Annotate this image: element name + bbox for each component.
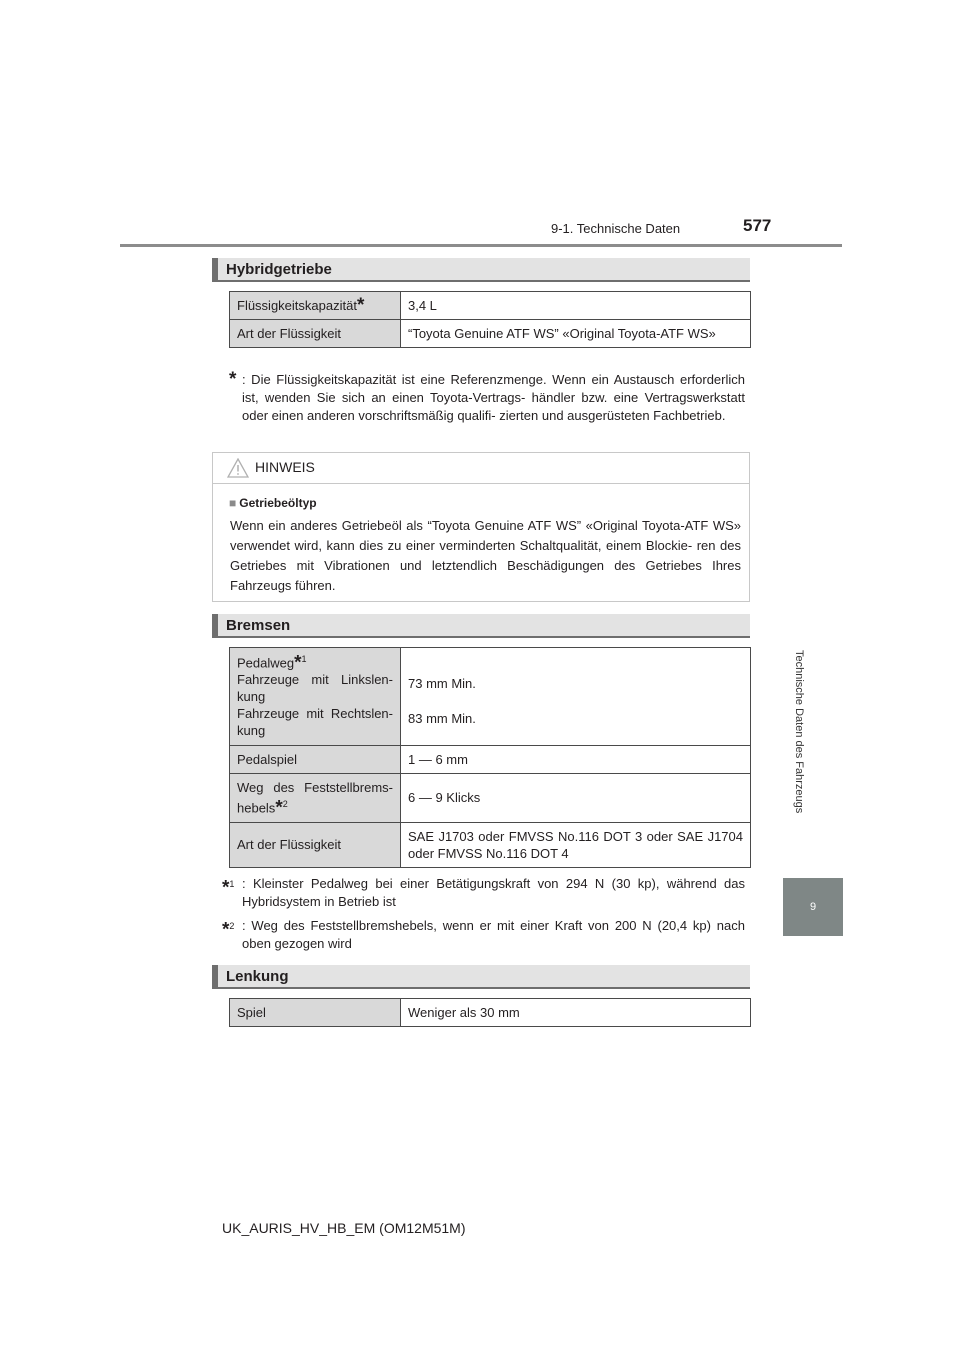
spec-value: SAE J1703 oder FMVSS No.116 DOT 3 oder SAE J1704 oder FMVSS No.116 DOT 4 — [401, 822, 751, 867]
notice-text: Wenn ein anderes Getriebeöl als “Toyota Genuine ATF WS” «Original Toyota-ATF WS» verwendet wird, kann dies zu einer verminderten Schaltqualität, einem Blockie- ren des Getriebes mit Vibrationen und letztendlich Beschädigungen des Getriebes Ihres Fahrzeugs führen. — [230, 518, 741, 593]
section-heading-hybrid: Hybridgetriebe — [212, 258, 750, 282]
header-section-title: 9-1. Technische Daten — [551, 221, 681, 236]
table-row — [230, 648, 751, 746]
chapter-tab[interactable] — [783, 878, 843, 936]
chapter-side-label: Technische Daten des Fahrzeugs — [793, 650, 805, 814]
hybrid-spec-table — [229, 291, 751, 348]
warning-triangle-icon — [227, 458, 249, 478]
pedal-travel-lhd-value: 73 mm Min. — [408, 675, 476, 691]
table-row — [230, 746, 751, 774]
footnote-marker: *$^2$ — [222, 919, 235, 941]
steering-spec-table — [229, 998, 751, 1027]
section-heading-steering: Lenkung — [212, 965, 750, 989]
section-heading-brakes: Bremsen — [212, 614, 750, 638]
page-number: 577 — [743, 216, 772, 235]
spec-key: Pedalweg*$^1$ Fahrzeuge mit Linkslen- kung Fahrzeuge mit Rechtslen- kung — [230, 648, 401, 746]
document-code: UK_AURIS_HV_HB_EM (OM12M51M) — [222, 1220, 466, 1236]
spec-value: 3,4 L — [401, 292, 751, 320]
notice-box — [212, 452, 750, 602]
spec-value: 1 — 6 mm — [401, 746, 751, 774]
spec-value — [401, 648, 751, 746]
spec-value: 6 — 9 Klicks — [401, 774, 751, 822]
spec-value: “Toyota Genuine ATF WS” «Original Toyota-ATF WS» — [401, 320, 751, 348]
brakes-spec-table — [229, 647, 751, 868]
notice-title: HINWEIS — [255, 459, 315, 475]
brakes-footnote-1: *$^1$ : Kleinster Pedalweg bei einer Betätigungskraft von 294 N (30 kp), während das Hybridsystem in Betrieb ist — [222, 876, 745, 909]
spec-key: Art der Flüssigkeit — [230, 822, 401, 867]
brakes-footnote-2: *$^2$ : Weg des Feststellbremshebels, wenn er mit einer Kraft von 200 N (20,4 kp) nach oben gezogen wird — [222, 918, 745, 951]
hybrid-footnote: * : Die Flüssigkeitskapazität ist eine Referenzmenge. Wenn ein Austausch erforderlich ist, wenden Sie sich an einen Toyota-Vertrags- händler bzw. eine Vertragswerkstatt oder einen anderen vorschriftsmäßig qualifi- zierten und ausgerüsteten Fachbetrieb. — [229, 369, 745, 423]
square-bullet-icon: ■ — [229, 496, 237, 510]
footnote-marker: *$^1$ — [222, 877, 235, 899]
table-row — [230, 320, 751, 348]
header-divider — [120, 244, 842, 247]
footnote-marker: * — [294, 652, 302, 674]
pedal-travel-rhd-value: 83 mm Min. — [408, 710, 476, 726]
pedal-travel-lhd-label: Fahrzeuge mit Linkslen- kung — [237, 672, 393, 705]
table-row — [230, 822, 751, 867]
spec-key: Flüssigkeitskapazität* — [230, 292, 401, 320]
spec-key: Art der Flüssigkeit — [230, 320, 401, 348]
footnote-number: 2 — [282, 799, 288, 810]
table-row — [230, 774, 751, 822]
spec-key: Spiel — [230, 999, 401, 1027]
notice-subtitle: ■ Getriebeöltyp — [229, 496, 317, 510]
table-row — [230, 292, 751, 320]
spec-value: Weniger als 30 mm — [401, 999, 751, 1027]
table-row — [230, 999, 751, 1027]
spec-key: Weg des Feststellbrems- hebels*$^2$ — [230, 774, 401, 822]
notice-header — [213, 453, 749, 484]
footnote-marker: * — [275, 797, 283, 819]
spec-key: Pedalspiel — [230, 746, 401, 774]
footnote-marker: * — [356, 295, 365, 316]
pedal-travel-rhd-label: Fahrzeuge mit Rechtslen- kung — [237, 706, 393, 739]
chapter-tab-number: 9 — [809, 901, 817, 913]
footnote-number: 1 — [301, 654, 307, 664]
